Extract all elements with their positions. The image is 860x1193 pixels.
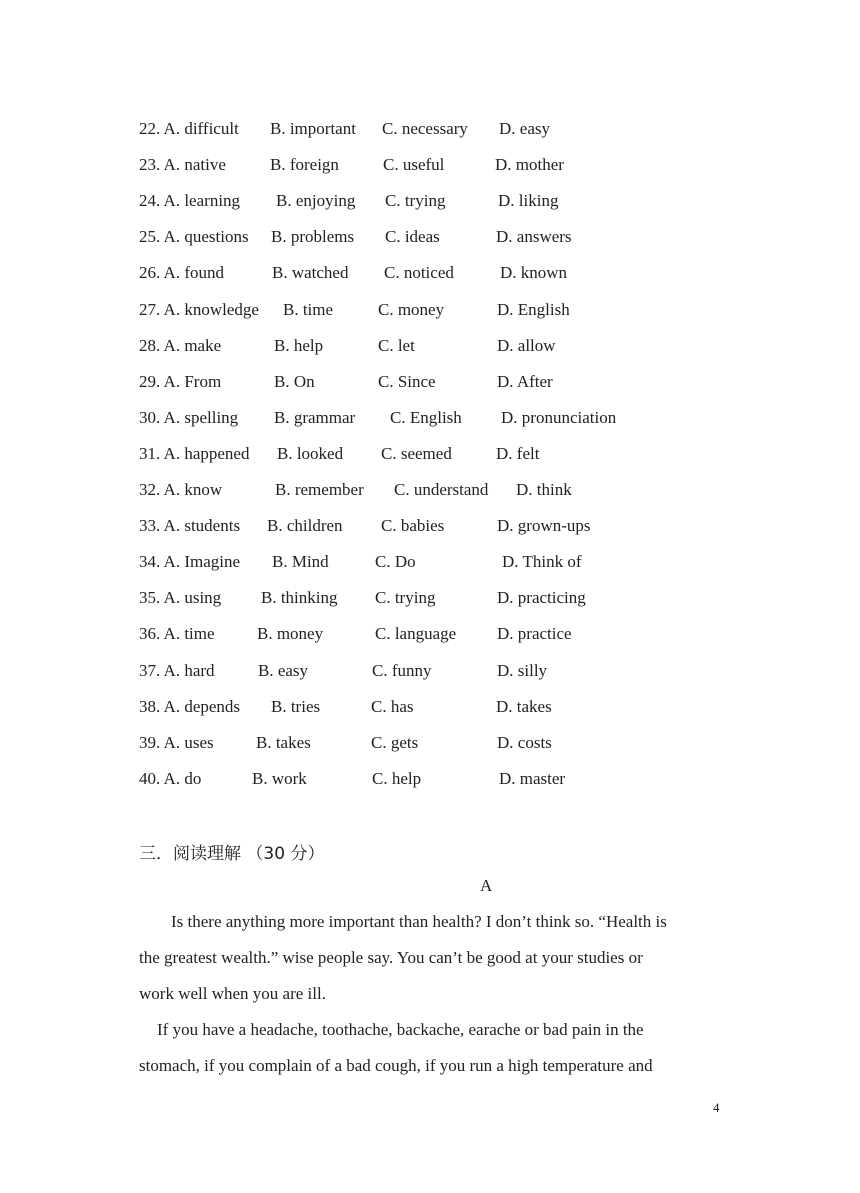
option-a: 23. A. native bbox=[139, 155, 226, 175]
option-c: C. noticed bbox=[384, 263, 454, 283]
question-row bbox=[0, 480, 860, 516]
option-b: B. takes bbox=[256, 732, 311, 752]
question-row bbox=[0, 300, 860, 336]
question-row bbox=[0, 516, 860, 552]
option-b: B. Mind bbox=[272, 552, 329, 572]
option-a: 37. A. hard bbox=[139, 660, 215, 680]
option-b: B. important bbox=[270, 119, 356, 138]
option-d: D. allow bbox=[497, 335, 556, 355]
option-d: D. liking bbox=[498, 191, 559, 211]
option-d: D. pronunciation bbox=[501, 407, 617, 427]
option-a: 40. A. do bbox=[139, 768, 202, 788]
question-row bbox=[0, 444, 860, 480]
option-c: C. Do bbox=[375, 552, 416, 572]
option-c: C. gets bbox=[371, 732, 419, 752]
passage-line: work well when you are ill. bbox=[139, 984, 326, 1003]
option-d: D. answers bbox=[496, 227, 572, 247]
question-row bbox=[0, 733, 860, 769]
option-b: B. problems bbox=[271, 227, 355, 247]
option-a: 30. A. spelling bbox=[139, 407, 239, 427]
option-d: D. English bbox=[497, 299, 570, 319]
option-a: 36. A. time bbox=[139, 624, 215, 644]
option-a: 35. A. using bbox=[139, 588, 222, 608]
option-b: B. easy bbox=[258, 660, 309, 680]
option-c: C. has bbox=[371, 696, 414, 716]
passage-line: Is there anything more important than health? I don’t think so. “Health is bbox=[171, 912, 667, 931]
option-c: C. useful bbox=[383, 155, 445, 175]
option-d: D. After bbox=[497, 371, 553, 391]
option-d: D. master bbox=[499, 768, 566, 788]
option-d: D. grown-ups bbox=[497, 516, 591, 536]
option-c: C. necessary bbox=[382, 119, 468, 138]
option-c: C. trying bbox=[375, 588, 436, 608]
option-a: 22. A. difficult bbox=[139, 119, 239, 138]
question-row bbox=[0, 191, 860, 227]
option-a: 39. A. uses bbox=[139, 732, 214, 752]
option-b: B. work bbox=[252, 768, 307, 788]
page-number: 4 bbox=[713, 1100, 720, 1115]
option-c: C. English bbox=[390, 407, 462, 427]
option-c: C. funny bbox=[372, 660, 432, 680]
option-a: 24. A. learning bbox=[139, 191, 241, 211]
option-c: C. Since bbox=[378, 371, 436, 391]
question-row bbox=[0, 155, 860, 191]
passage-line: If you have a headache, toothache, backache, earache or bad pain in the bbox=[157, 1020, 644, 1039]
option-d: D. practice bbox=[497, 624, 572, 644]
question-row bbox=[0, 661, 860, 697]
question-row bbox=[0, 697, 860, 733]
option-b: B. On bbox=[274, 371, 315, 391]
option-a: 38. A. depends bbox=[139, 696, 241, 716]
option-a: 26. A. found bbox=[139, 263, 224, 283]
option-d: D. felt bbox=[496, 443, 540, 463]
option-d: D. takes bbox=[496, 696, 552, 716]
question-row bbox=[0, 372, 860, 408]
option-a: 28. A. make bbox=[139, 335, 222, 355]
option-d: D. silly bbox=[497, 660, 548, 680]
option-b: B. grammar bbox=[274, 407, 356, 427]
option-c: C. let bbox=[378, 335, 415, 355]
option-c: C. help bbox=[372, 768, 422, 788]
option-c: C. trying bbox=[385, 191, 446, 211]
option-b: B. enjoying bbox=[276, 191, 356, 211]
option-a: 25. A. questions bbox=[139, 227, 249, 247]
option-b: B. remember bbox=[275, 480, 364, 499]
option-b: B. thinking bbox=[261, 588, 338, 608]
option-c: C. language bbox=[375, 624, 457, 644]
question-row bbox=[0, 552, 860, 588]
option-b: B. money bbox=[257, 624, 324, 644]
option-c: C. babies bbox=[381, 516, 445, 536]
option-c: C. money bbox=[378, 299, 445, 319]
passage-line: the greatest wealth.” wise people say. You can’t be good at your studies or bbox=[139, 948, 643, 967]
option-a: 27. A. knowledge bbox=[139, 299, 259, 319]
option-c: C. ideas bbox=[385, 227, 440, 247]
question-row bbox=[0, 263, 860, 299]
option-b: B. looked bbox=[277, 443, 344, 463]
option-d: D. practicing bbox=[497, 588, 586, 608]
passage-line: stomach, if you complain of a bad cough, if you run a high temperature and bbox=[139, 1056, 653, 1075]
option-d: D. Think of bbox=[502, 552, 582, 572]
option-a: 34. A. Imagine bbox=[139, 552, 241, 572]
option-b: B. watched bbox=[272, 263, 349, 283]
option-b: B. time bbox=[283, 299, 334, 319]
passage-label: A bbox=[480, 876, 493, 895]
question-row bbox=[0, 408, 860, 444]
question-row bbox=[0, 227, 860, 263]
option-a: 33. A. students bbox=[139, 516, 241, 536]
option-d: D. think bbox=[516, 480, 572, 499]
option-a: 29. A. From bbox=[139, 371, 222, 391]
option-d: D. mother bbox=[495, 155, 564, 175]
option-a: 31. A. happened bbox=[139, 443, 250, 463]
option-b: B. tries bbox=[271, 696, 321, 716]
question-row bbox=[0, 119, 860, 155]
option-d: D. easy bbox=[499, 119, 550, 138]
option-d: D. costs bbox=[497, 732, 552, 752]
option-c: C. understand bbox=[394, 480, 489, 499]
question-row bbox=[0, 624, 860, 660]
section-title: 三．阅读理解 （30 分） bbox=[139, 844, 325, 864]
question-row bbox=[0, 769, 860, 805]
question-row bbox=[0, 588, 860, 624]
option-d: D. known bbox=[500, 263, 568, 283]
question-row bbox=[0, 336, 860, 372]
option-b: B. foreign bbox=[270, 155, 339, 175]
option-b: B. children bbox=[267, 516, 343, 536]
option-c: C. seemed bbox=[381, 443, 452, 463]
option-a: 32. A. know bbox=[139, 480, 223, 499]
option-b: B. help bbox=[274, 335, 324, 355]
